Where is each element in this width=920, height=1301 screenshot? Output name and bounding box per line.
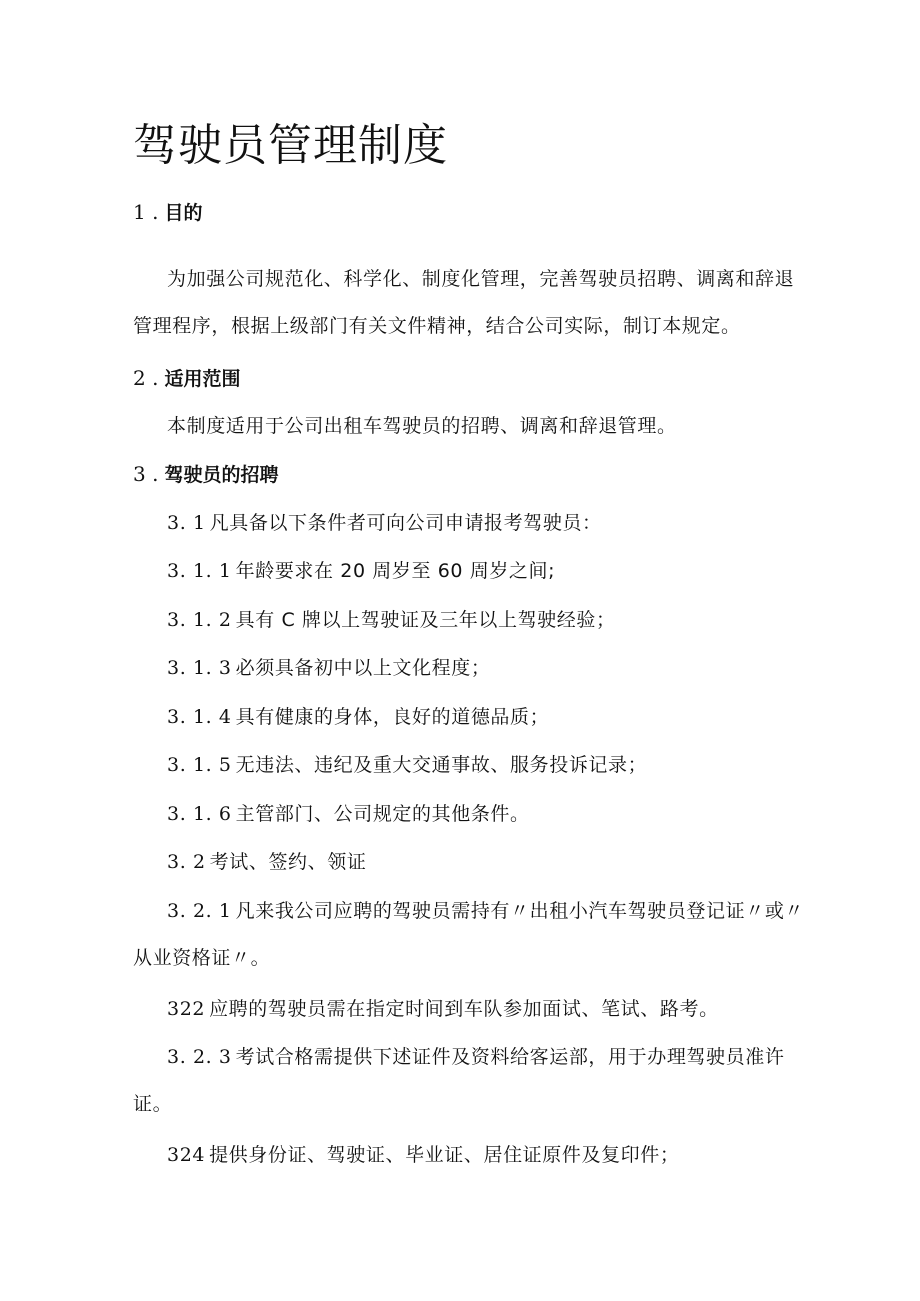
- clause-number: 3. 2. 1: [167, 900, 232, 922]
- clause-text: 应聘的驾驶员需在指定时间到车队参加面试、笔试、路考。: [209, 998, 719, 1020]
- clause-text: 必须具备初中以上文化程度；: [235, 657, 491, 679]
- section-heading-1: [133, 200, 202, 225]
- clause-3-2-4: [133, 1132, 813, 1179]
- section-title: 驾驶员的招聘: [164, 464, 279, 486]
- clause-3-2-1: [133, 888, 813, 982]
- clause-number: 3. 1. 3: [167, 657, 232, 679]
- clause-3-2-3: [133, 1034, 813, 1128]
- section-heading-2: [133, 366, 240, 391]
- document-title: 驾驶员管理制度: [133, 120, 448, 171]
- clause-3-1-4: [133, 694, 813, 741]
- clause-3-1-3: [133, 645, 813, 692]
- clause-3-1-6: [133, 791, 813, 838]
- clause-number: 3. 1. 1: [167, 560, 232, 582]
- clause-text: 提供身份证、驾驶证、毕业证、居住证原件及复印件；: [209, 1144, 680, 1166]
- clause-text: 考试合格需提供下述证件及资料给客运部，用于办理驾驶员准许证。: [133, 1046, 785, 1115]
- clause-text: 无违法、违纪及重大交通事故、服务投诉记录；: [235, 754, 648, 776]
- clause-text: 具有 C 牌以上驾驶证及三年以上驾驶经验；: [235, 609, 616, 631]
- clause-number: 3. 1. 4: [167, 706, 232, 728]
- clause-text: 主管部门、公司规定的其他条件。: [235, 803, 530, 825]
- clause-number: 322: [167, 998, 206, 1020]
- section-number: 1 .: [133, 200, 159, 224]
- paragraph-purpose: 为加强公司规范化、科学化、制度化管理，完善驾驶员招聘、调离和辞退管理程序，根据上级部门有关文件精神，结合公司实际，制订本规定。: [133, 268, 795, 337]
- clause-number: 3. 2. 3: [167, 1046, 232, 1068]
- clause-text: 年龄要求在 20 周岁至 60 周岁之间;: [235, 560, 556, 582]
- clause-text: 考试、签约、领证: [209, 851, 367, 873]
- clause-3-1-2: [133, 597, 813, 644]
- clause-number: 324: [167, 1144, 206, 1166]
- clause-3-1-5: [133, 742, 813, 789]
- section-title: 目的: [164, 202, 203, 224]
- clause-number: 3. 1. 6: [167, 803, 232, 825]
- section-title: 适用范围: [164, 368, 241, 390]
- section-number: 3 .: [133, 462, 159, 486]
- clause-text: 具有健康的身体，良好的道德品质；: [235, 706, 550, 728]
- clause-number: 3. 1. 5: [167, 754, 232, 776]
- clause-text: 凡来我公司应聘的驾驶员需持有〃出租小汽车驾驶员登记证〃或〃从业资格证〃。: [133, 900, 805, 969]
- clause-3-2-2: [133, 986, 813, 1033]
- clause-number: 3. 2: [167, 851, 206, 873]
- clause-number: 3. 1. 2: [167, 609, 232, 631]
- clause-3-2: [133, 839, 813, 886]
- section-heading-3: [133, 462, 278, 487]
- section-number: 2 .: [133, 366, 159, 390]
- clause-text: 凡具备以下条件者可向公司申请报考驾驶员：: [209, 512, 602, 534]
- paragraph-scope: 本制度适用于公司出租车驾驶员的招聘、调离和辞退管理。: [167, 415, 677, 437]
- clause-3-1: [133, 500, 813, 547]
- clause-3-1-1: [133, 548, 813, 595]
- clause-number: 3. 1: [167, 512, 206, 534]
